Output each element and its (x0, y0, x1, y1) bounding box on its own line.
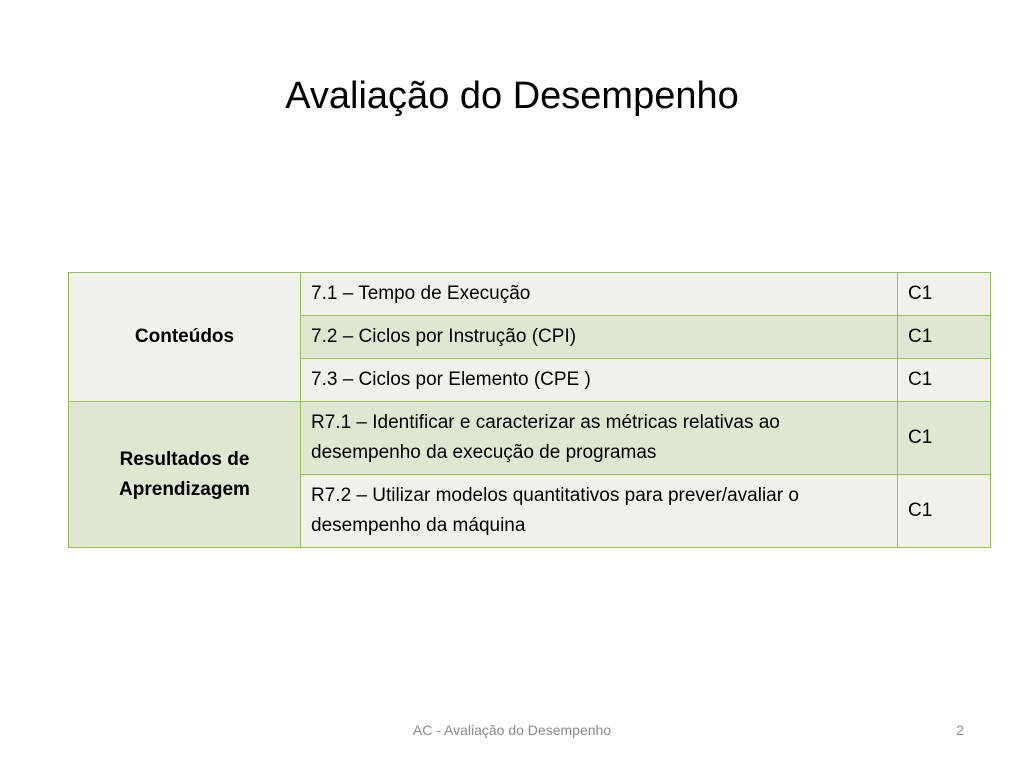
table-cell-topic: 7.3 – Ciclos por Elemento (CPE ) (301, 359, 898, 402)
group-label-resultados: Resultados de Aprendizagem (69, 402, 301, 548)
table-cell-topic: 7.1 – Tempo de Execução (301, 273, 898, 316)
table-cell-topic: R7.1 – Identificar e caracterizar as métricas relativas ao desempenho da execução de programas (301, 402, 898, 475)
table-cell-topic: R7.2 – Utilizar modelos quantitativos para prever/avaliar o desempenho da máquina (301, 475, 898, 548)
table-cell-code: C1 (898, 402, 991, 475)
outcomes-table (68, 272, 991, 548)
table-cell-code: C1 (898, 359, 991, 402)
slide-title: Avaliação do Desempenho (285, 75, 739, 117)
table-cell-code: C1 (898, 273, 991, 316)
page-number: 2 (956, 722, 964, 738)
table-cell-code: C1 (898, 475, 991, 548)
group-label-conteudos: Conteúdos (69, 273, 301, 402)
table-row (69, 402, 991, 475)
table-row (69, 273, 991, 316)
table-cell-topic: 7.2 – Ciclos por Instrução (CPI) (301, 316, 898, 359)
table-cell-code: C1 (898, 316, 991, 359)
footer-text: AC - Avaliação do Desempenho (412, 722, 612, 738)
